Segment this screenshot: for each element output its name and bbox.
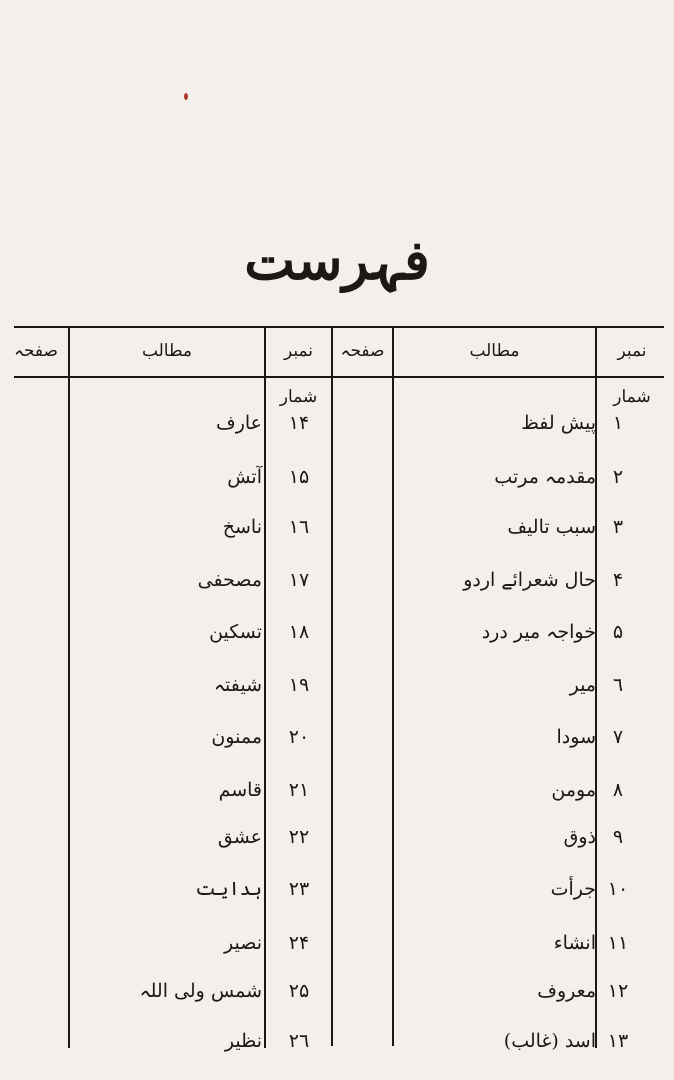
left-row-number: ١٨ — [288, 621, 310, 643]
right-row-topic: میر — [569, 674, 596, 696]
left-row-topic: عارف — [216, 412, 262, 434]
left-row-number: ١٩ — [288, 674, 310, 696]
right-row-topic: سبب تالیف — [507, 516, 596, 538]
right-row-number: ١١ — [607, 932, 629, 954]
page-title: فہرست — [244, 228, 430, 292]
right-row-topic: انشاء — [553, 932, 596, 954]
left-row-topic: مصحفی — [197, 569, 262, 591]
right-row-topic: سودا — [556, 726, 596, 748]
col-divider-3 — [331, 326, 333, 1046]
left-row-number: ٢٠ — [288, 726, 310, 748]
col-divider-5 — [68, 326, 70, 1048]
left-row-topic: نصیر — [224, 932, 262, 954]
left-row-topic: قاسم — [218, 779, 262, 801]
right-row-number: ١٢ — [607, 980, 629, 1002]
left-row-number: ١۵ — [288, 466, 310, 488]
left-row-topic: آتش — [227, 466, 262, 488]
left-row-number: ٢٣ — [288, 878, 310, 900]
left-row-topic: شیفتہ — [213, 674, 262, 696]
right-row-number: ١٣ — [607, 1030, 629, 1052]
header-left-topic: مطالب — [141, 341, 193, 361]
left-row-number: ٢۴ — [288, 932, 310, 954]
col-divider-2 — [392, 326, 394, 1046]
table-header-rule — [14, 376, 664, 378]
left-row-topic: عشق — [217, 826, 262, 848]
right-row-topic: پیش لفظ — [521, 412, 596, 434]
right-row-topic: ذوق — [563, 826, 596, 848]
right-row-number: ۴ — [612, 569, 624, 591]
col-divider-4 — [264, 326, 266, 1048]
left-row-number: ١٧ — [288, 569, 310, 591]
left-row-number: ٢٦ — [288, 1030, 310, 1052]
right-row-topic: معروف — [537, 980, 596, 1002]
header-right-sno: نمبر شمار — [613, 341, 651, 407]
right-row-number: ٦ — [612, 674, 624, 696]
right-row-topic: مومن — [551, 779, 596, 801]
right-row-number: ١ — [612, 412, 624, 434]
right-row-number: ٨ — [612, 779, 624, 801]
right-row-topic: اسد (غالب) — [503, 1030, 596, 1052]
left-row-topic: تسکین — [209, 621, 262, 643]
header-right-topic: مطالب — [469, 341, 520, 361]
left-row-topic: شمس ولی اللہ — [139, 980, 262, 1002]
header-left-sno: نمبر شمار — [279, 341, 318, 407]
left-row-number: ١٦ — [288, 516, 310, 538]
right-row-number: ٢ — [612, 466, 624, 488]
right-row-number: ٣ — [612, 516, 624, 538]
left-row-topic: ممنون — [211, 726, 262, 748]
right-row-topic: مقدمہ مرتب — [494, 466, 596, 488]
header-left-page: صفحہ — [14, 341, 58, 361]
header-right-page: صفحہ — [340, 341, 385, 361]
ink-speck — [184, 93, 188, 100]
left-row-number: ١۴ — [288, 412, 310, 434]
left-row-number: ٢۵ — [288, 980, 310, 1002]
right-row-number: ۵ — [612, 621, 624, 643]
right-row-number: ١٠ — [607, 878, 629, 900]
left-row-topic: نظیر — [224, 1030, 262, 1052]
left-row-number: ٢٢ — [288, 826, 310, 848]
right-row-topic: خواجہ میر درد — [481, 621, 596, 643]
right-row-number: ٧ — [612, 726, 624, 748]
right-row-topic: حال شعرائے اردو — [463, 569, 596, 591]
left-row-topic: ہدایت — [195, 878, 262, 900]
left-row-number: ٢١ — [288, 779, 310, 801]
right-row-number: ٩ — [612, 826, 624, 848]
right-row-topic: جرأت — [550, 878, 596, 900]
left-row-topic: ناسخ — [222, 516, 262, 538]
